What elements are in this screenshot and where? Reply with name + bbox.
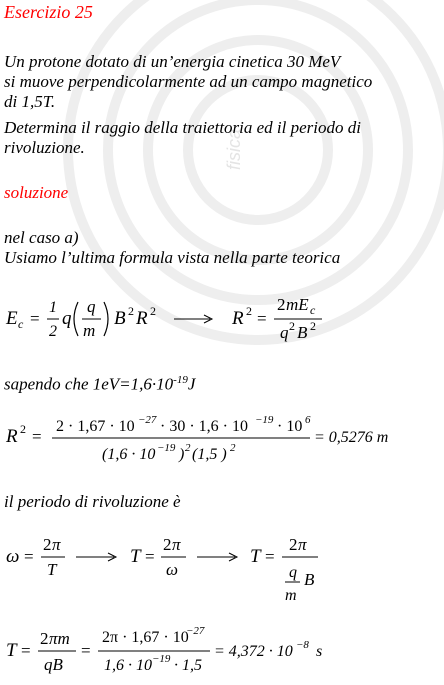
- svg-text:2: 2: [43, 535, 52, 554]
- svg-text:2: 2: [289, 535, 298, 554]
- svg-text:m: m: [83, 321, 96, 340]
- svg-text:2: 2: [277, 295, 286, 314]
- svg-text:(1,5 ): (1,5 ): [192, 446, 227, 463]
- svg-text:· 30 · 1,6 · 10: · 30 · 1,6 · 10: [160, 418, 248, 435]
- svg-text:2: 2: [40, 629, 49, 648]
- svg-text:π: π: [52, 535, 61, 554]
- svg-text:1: 1: [49, 299, 57, 316]
- kinetic-energy-formula: [4, 288, 434, 353]
- svg-text:T: T: [47, 560, 57, 579]
- svg-text:B: B: [114, 308, 126, 329]
- radius-result: = 0,5276 m: [314, 429, 389, 446]
- svg-text:qB: qB: [44, 655, 63, 674]
- svg-text:2: 2: [230, 442, 236, 454]
- problem-line-1: Un protone dotato di un’energia cinetica 30 MeV: [4, 52, 341, 71]
- svg-text:c: c: [310, 303, 316, 317]
- ev-conversion-exp: -19: [173, 374, 188, 386]
- svg-text:=: =: [30, 309, 40, 328]
- svg-text:2 · 1,67 · 10: 2 · 1,67 · 10: [56, 418, 135, 435]
- svg-text:2: 2: [49, 323, 57, 340]
- problem-line-2: si muove perpendicolarmente ad un campo magnetico: [4, 72, 373, 91]
- svg-text:R: R: [6, 426, 18, 447]
- problem-line-5: rivoluzione.: [4, 138, 85, 157]
- svg-text:2π · 1,67 · 10: 2π · 1,67 · 10: [102, 629, 189, 646]
- svg-text:π: π: [298, 535, 307, 554]
- svg-text:1,6 · 10: 1,6 · 10: [104, 657, 152, 674]
- svg-text:T: T: [250, 546, 261, 567]
- svg-text:−19: −19: [157, 442, 176, 454]
- period-formula: [4, 622, 434, 685]
- intro-line: Usiamo l’ultima formula vista nella parte teorica: [4, 248, 341, 267]
- case-label: nel caso a): [4, 228, 79, 247]
- svg-text:=: =: [145, 547, 155, 566]
- solution-heading: soluzione: [4, 183, 69, 202]
- svg-text:2: 2: [128, 304, 134, 318]
- svg-text:6: 6: [305, 414, 311, 426]
- svg-text:R: R: [232, 308, 244, 329]
- ev-conversion-unit: J: [187, 374, 196, 394]
- svg-text:=: =: [21, 641, 31, 660]
- omega-chain: [4, 532, 434, 611]
- svg-text:=: =: [32, 427, 42, 446]
- svg-text:T: T: [6, 640, 17, 661]
- svg-text:=: =: [265, 547, 275, 566]
- period-result-exp: −8: [296, 639, 309, 651]
- svg-text:=: =: [81, 641, 91, 660]
- svg-text:−19: −19: [152, 653, 171, 665]
- period-result-unit: s: [316, 643, 323, 660]
- svg-text:−27: −27: [138, 414, 157, 426]
- svg-text:π: π: [172, 535, 181, 554]
- svg-text:): ): [179, 446, 185, 463]
- svg-text:· 1,5: · 1,5: [174, 657, 202, 674]
- svg-text:2: 2: [150, 304, 156, 318]
- svg-text:E: E: [6, 308, 18, 329]
- svg-text:m: m: [285, 587, 297, 604]
- svg-text:c: c: [18, 317, 24, 331]
- period-label: il periodo di rivoluzione è: [4, 492, 181, 511]
- svg-text:q: q: [280, 323, 289, 342]
- problem-line-4: Determina il raggio della traiettoria ed il periodo di: [4, 118, 361, 137]
- svg-text:2: 2: [185, 442, 191, 454]
- svg-text:2: 2: [20, 422, 26, 436]
- svg-text:(1,6 · 10: (1,6 · 10: [102, 446, 156, 463]
- svg-text:T: T: [130, 546, 141, 567]
- exercise-title: Esercizio 25: [4, 2, 93, 22]
- svg-text:B: B: [297, 323, 308, 342]
- svg-text:R: R: [136, 308, 148, 329]
- svg-text:πm: πm: [49, 629, 70, 648]
- svg-text:2: 2: [289, 319, 295, 333]
- svg-text:q: q: [289, 564, 297, 581]
- svg-text:2: 2: [310, 319, 316, 333]
- svg-text:=: =: [257, 309, 267, 328]
- svg-text:2: 2: [163, 535, 172, 554]
- svg-text:q: q: [62, 308, 72, 329]
- ev-conversion: [4, 370, 195, 395]
- problem-line-3: di 1,5T.: [4, 92, 56, 111]
- period-result: = 4,372 · 10: [214, 643, 293, 660]
- watermark-text: fisica: [224, 128, 244, 170]
- svg-text:q: q: [87, 297, 96, 316]
- svg-text:ω: ω: [6, 546, 20, 567]
- svg-text:· 10: · 10: [277, 418, 303, 435]
- svg-text:ω: ω: [166, 560, 179, 579]
- svg-text:−27: −27: [186, 625, 205, 637]
- radius-formula: [4, 412, 434, 477]
- svg-text:2: 2: [246, 304, 252, 318]
- ev-conversion-text: sapendo che 1eV=1,6·10: [4, 374, 174, 394]
- svg-text:mE: mE: [286, 295, 309, 314]
- svg-text:=: =: [24, 547, 34, 566]
- svg-text:−19: −19: [255, 414, 274, 426]
- svg-text:B: B: [304, 570, 315, 589]
